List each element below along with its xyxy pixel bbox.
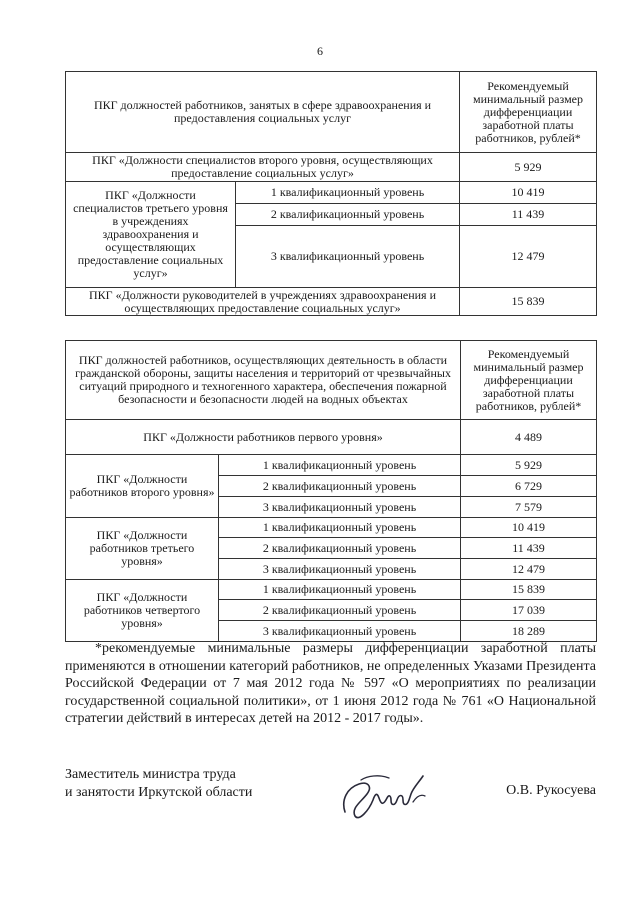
table1-level-label: 2 квалификационный уровень xyxy=(236,204,460,226)
table2-level-label: 1 квалификационный уровень xyxy=(219,455,461,476)
table-row xyxy=(66,518,597,538)
table1-header-salary: Рекомендуемый минимальный размер дифференциации заработной платы работников, рублей* xyxy=(460,72,597,153)
table1-value: 10 419 xyxy=(460,182,597,204)
health-social-salary-table xyxy=(65,71,597,316)
table2-value: 17 039 xyxy=(461,600,597,621)
table2-value: 18 289 xyxy=(461,621,597,642)
table2-group-label: ПКГ «Должности работников второго уровня» xyxy=(66,455,219,518)
table2-group-label: ПКГ «Должности работников первого уровня» xyxy=(66,420,461,455)
signatory-title xyxy=(65,766,252,801)
table1-group-label: ПКГ «Должности специалистов третьего уровня в учреждениях здравоохранения и осуществляющих предоставление социальных услуг» xyxy=(66,182,236,288)
table2-value: 5 929 xyxy=(461,455,597,476)
table-row xyxy=(66,420,597,455)
table2-header-salary: Рекомендуемый минимальный размер дифференциации заработной платы работников, рублей* xyxy=(461,341,597,420)
table2-group-label: ПКГ «Должности работников четвертого уровня» xyxy=(66,580,219,642)
table1-header-group: ПКГ должностей работников, занятых в сфере здравоохранения и предоставления социальных услуг xyxy=(66,72,460,153)
table1-group-label: ПКГ «Должности руководителей в учреждениях здравоохранения и осуществляющих предоставление социальных услуг» xyxy=(66,288,460,316)
table2-value: 6 729 xyxy=(461,476,597,497)
table-row xyxy=(66,153,597,182)
table2-level-label: 3 квалификационный уровень xyxy=(219,621,461,642)
table2-level-label: 2 квалификационный уровень xyxy=(219,538,461,559)
table2-level-label: 3 квалификационный уровень xyxy=(219,497,461,518)
table2-value: 7 579 xyxy=(461,497,597,518)
table1-level-label: 1 квалификационный уровень xyxy=(236,182,460,204)
table-row xyxy=(66,182,597,204)
table2-level-label: 1 квалификационный уровень xyxy=(219,518,461,538)
civil-defense-salary-table xyxy=(65,340,597,642)
table2-value: 15 839 xyxy=(461,580,597,600)
table2-level-label: 3 квалификационный уровень xyxy=(219,559,461,580)
table1-group-label: ПКГ «Должности специалистов второго уровня, осуществляющих предоставление социальных услуг» xyxy=(66,153,460,182)
table-row xyxy=(66,455,597,476)
signatory-title-line1: Заместитель министра труда xyxy=(65,767,236,782)
table-row xyxy=(66,580,597,600)
table2-value: 12 479 xyxy=(461,559,597,580)
handwritten-signature xyxy=(333,766,433,824)
signatory-title-line2: и занятости Иркутской области xyxy=(65,784,253,800)
table2-value: 4 489 xyxy=(461,420,597,455)
table1-value: 12 479 xyxy=(460,226,597,288)
table1-value: 5 929 xyxy=(460,153,597,182)
table1-value: 11 439 xyxy=(460,204,597,226)
table1-level-label: 3 квалификационный уровень xyxy=(236,226,460,288)
table2-header-group: ПКГ должностей работников, осуществляющих деятельность в области гражданской обороны, защиты населения и территорий от чрезвычайных ситуаций природного и техногенного характера, обеспечения пожарной безопасности и безопасности людей на водных объектах xyxy=(66,341,461,420)
table2-level-label: 2 квалификационный уровень xyxy=(219,476,461,497)
footnote: *рекомендуемые минимальные размеры дифференциации заработной платы применяются в отношении категорий работников, не определенных Указами Президента Российской Федерации от 7 мая 2012 года № 597 «О мероприятиях по реализации государственной социальной политики», от 1 июня 2012 года № 761 «О Национальной стратегии действий в интересах детей на 2012 - 2017 годы». xyxy=(65,641,596,726)
table-row xyxy=(66,288,597,316)
signatory-name: О.В. Рукосуева xyxy=(506,783,596,798)
table2-value: 10 419 xyxy=(461,518,597,538)
table2-level-label: 1 квалификационный уровень xyxy=(219,580,461,600)
page-number: 6 xyxy=(317,44,323,58)
table1-value: 15 839 xyxy=(460,288,597,316)
table2-level-label: 2 квалификационный уровень xyxy=(219,600,461,621)
table2-group-label: ПКГ «Должности работников третьего уровня» xyxy=(66,518,219,580)
table2-value: 11 439 xyxy=(461,538,597,559)
